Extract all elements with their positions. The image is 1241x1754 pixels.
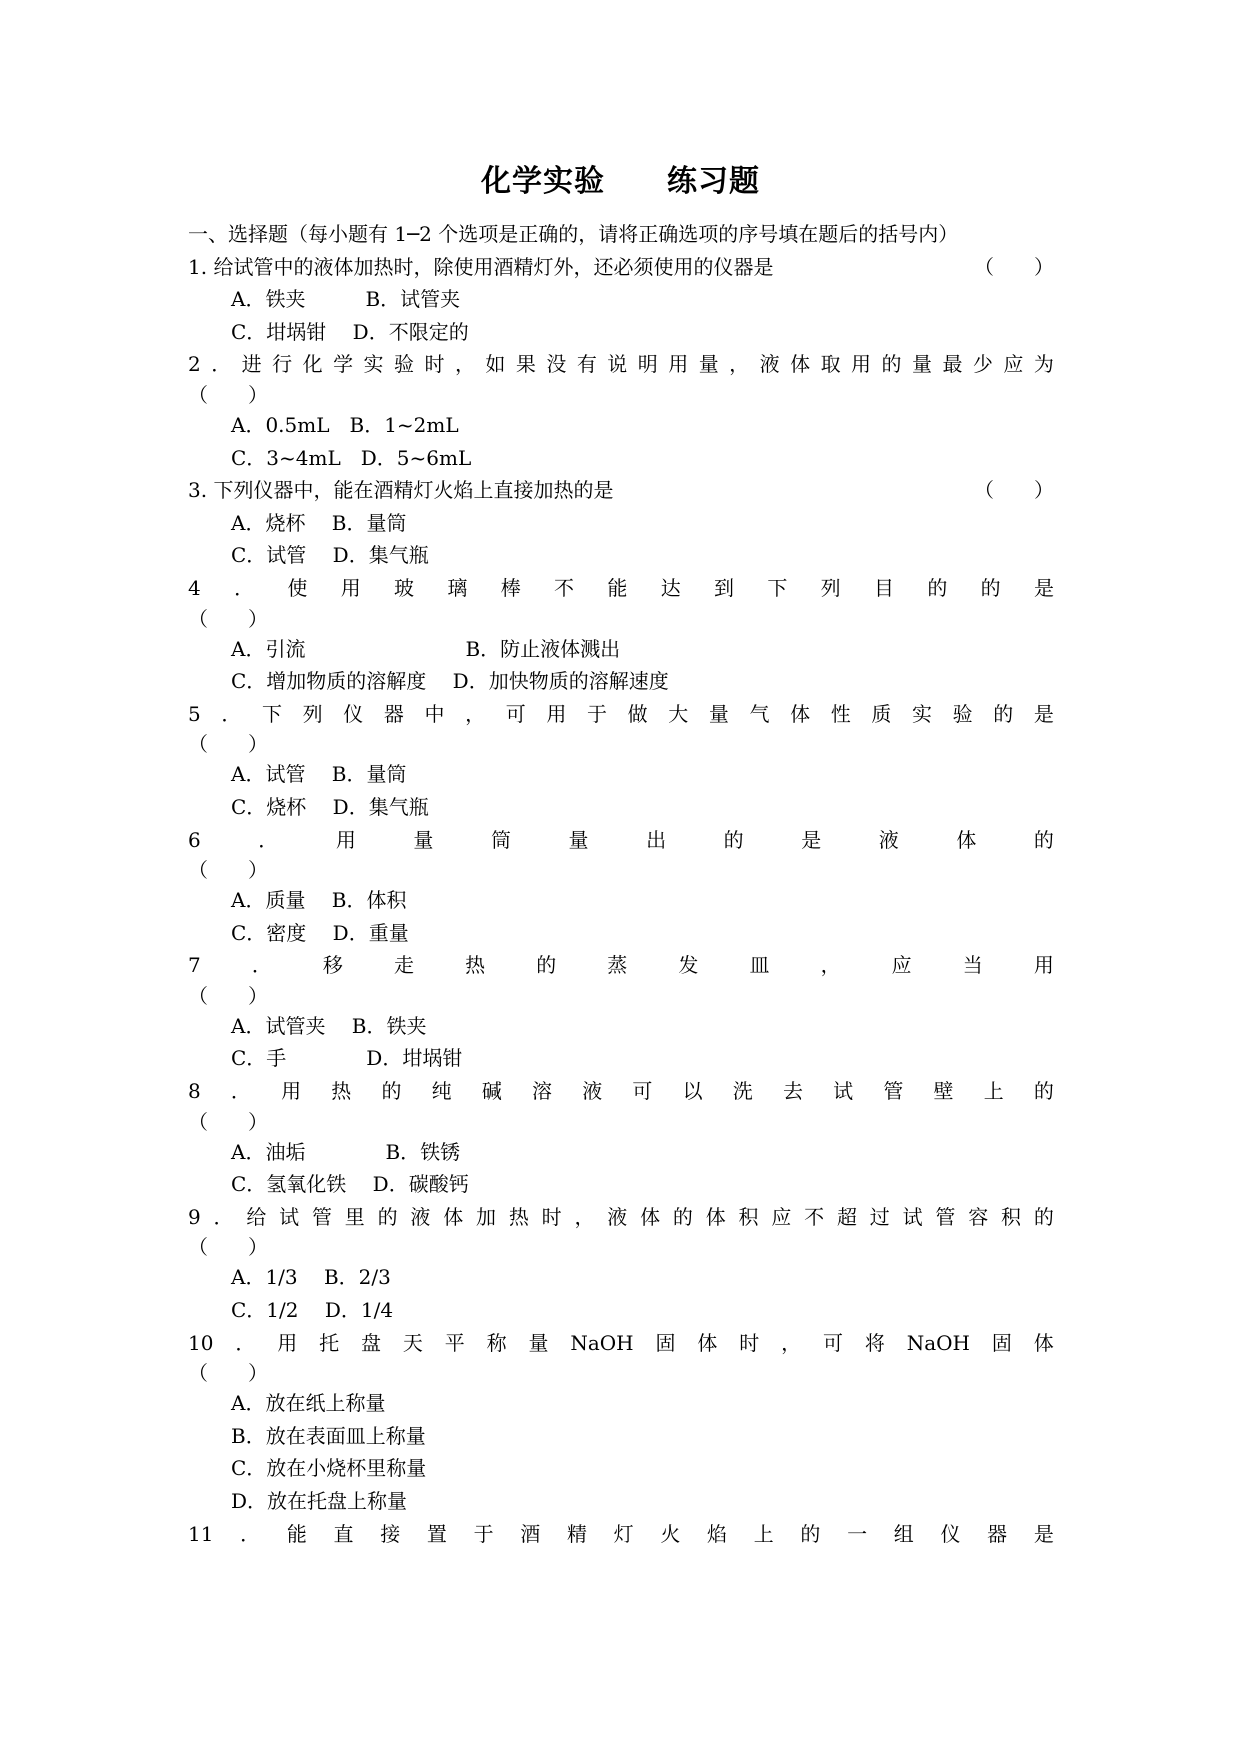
stem-char: ， bbox=[820, 953, 841, 978]
stem-char: 性 bbox=[830, 701, 851, 726]
stem-char: 的 bbox=[381, 1079, 402, 1104]
stem-char: ， bbox=[729, 352, 750, 377]
stem-char: 量 bbox=[911, 352, 932, 377]
stem-char: 皿 bbox=[749, 953, 770, 978]
stem-char: 的 bbox=[927, 575, 948, 600]
stem-char: ． bbox=[234, 575, 255, 600]
stem-char: 目 bbox=[874, 575, 894, 600]
stem-char: 液 bbox=[410, 1204, 431, 1229]
stem-char: 时 bbox=[541, 1204, 562, 1229]
stem-char: 体 bbox=[697, 1330, 718, 1355]
stem-char: 是 bbox=[1033, 575, 1054, 600]
stem-char: ． bbox=[230, 1079, 251, 1104]
stem-char: ， bbox=[781, 1330, 802, 1355]
stem-char: 时 bbox=[424, 352, 445, 377]
stem-char: 实 bbox=[911, 701, 932, 726]
stem-char: 4 bbox=[188, 575, 201, 600]
option-line: A．铁夹 B．试管夹 bbox=[231, 287, 461, 312]
section-heading: 一、选择题（每小题有 1─2 个选项是正确的，请将正确选项的序号填在题后的括号内） bbox=[188, 222, 959, 246]
stem-char: 10 bbox=[188, 1330, 214, 1355]
question-stem-justified bbox=[188, 824, 1054, 857]
stem-char: 6 bbox=[188, 827, 201, 852]
stem-char: 用 bbox=[851, 352, 872, 377]
stem-char: 盘 bbox=[360, 1330, 381, 1355]
stem-char: 应 bbox=[891, 953, 912, 978]
stem-char: 下 bbox=[767, 575, 788, 600]
stem-char: 下 bbox=[261, 701, 282, 726]
stem-char: 容 bbox=[968, 1204, 989, 1229]
answer-paren: （ ） bbox=[188, 1235, 268, 1260]
question-stem-justified bbox=[188, 949, 1054, 982]
stem-char: 中 bbox=[424, 701, 445, 726]
answer-paren: （ ） bbox=[188, 983, 268, 1008]
stem-char: 积 bbox=[738, 1204, 759, 1229]
stem-char: 筒 bbox=[490, 827, 511, 852]
answer-paren: （ ） bbox=[188, 858, 268, 883]
stem-char: 质 bbox=[871, 701, 892, 726]
stem-char: 以 bbox=[682, 1079, 703, 1104]
stem-char: ， bbox=[454, 352, 475, 377]
stem-char: NaOH bbox=[906, 1330, 970, 1355]
stem-char: 量 bbox=[528, 1330, 549, 1355]
stem-char: 天 bbox=[402, 1330, 423, 1355]
stem-char: 大 bbox=[668, 701, 689, 726]
stem-char: 仪 bbox=[940, 1521, 961, 1546]
stem-char: 可 bbox=[632, 1079, 653, 1104]
stem-char: 量 bbox=[413, 827, 434, 852]
option-line: D．放在托盘上称量 bbox=[231, 1489, 408, 1513]
stem-char: 上 bbox=[983, 1079, 1004, 1104]
stem-char: 灯 bbox=[613, 1521, 634, 1546]
option-line: A．0.5mL B．1~2mL bbox=[231, 412, 459, 437]
stem-char: 是 bbox=[1033, 1521, 1054, 1546]
stem-char: 管 bbox=[935, 1204, 956, 1229]
stem-char: 用 bbox=[668, 352, 689, 377]
stem-char: 器 bbox=[987, 1521, 1008, 1546]
stem-char: 的 bbox=[723, 827, 744, 852]
stem-char: 过 bbox=[869, 1204, 890, 1229]
stem-char: 5 bbox=[188, 701, 201, 726]
stem-char: 走 bbox=[394, 953, 415, 978]
stem-char: 称 bbox=[486, 1330, 507, 1355]
stem-char: 直 bbox=[333, 1521, 354, 1546]
question-stem-justified bbox=[188, 1201, 1054, 1234]
stem-char: 时 bbox=[739, 1330, 760, 1355]
stem-char: 说 bbox=[607, 352, 628, 377]
stem-char: 平 bbox=[444, 1330, 465, 1355]
stem-char: 11 bbox=[188, 1521, 214, 1546]
stem-char: 学 bbox=[333, 352, 354, 377]
stem-char: 是 bbox=[1033, 701, 1054, 726]
stem-char: 的 bbox=[1033, 827, 1054, 852]
stem-char: 使 bbox=[287, 575, 308, 600]
stem-char: ． bbox=[240, 1521, 261, 1546]
stem-char: 液 bbox=[878, 827, 899, 852]
stem-char: NaOH bbox=[570, 1330, 634, 1355]
stem-char: 液 bbox=[759, 352, 780, 377]
stem-char: 组 bbox=[893, 1521, 914, 1546]
stem-char: 的 bbox=[536, 953, 557, 978]
stem-char: 果 bbox=[515, 352, 536, 377]
stem-char: 量 bbox=[698, 352, 719, 377]
stem-char: 热 bbox=[465, 953, 486, 978]
stem-char: 应 bbox=[771, 1204, 792, 1229]
stem-char: 不 bbox=[804, 1204, 825, 1229]
option-line: A．1/3 B．2/3 bbox=[231, 1265, 391, 1290]
option-line: A．油垢 B．铁锈 bbox=[231, 1139, 461, 1164]
stem-char: 当 bbox=[962, 953, 983, 978]
stem-char: 壁 bbox=[933, 1079, 954, 1104]
question-stem-justified bbox=[188, 572, 1054, 605]
stem-char: 化 bbox=[302, 352, 323, 377]
stem-char: 精 bbox=[566, 1521, 587, 1546]
stem-char: 托 bbox=[319, 1330, 340, 1355]
option-line: B．放在表面皿上称量 bbox=[231, 1423, 426, 1448]
answer-paren: （ ） bbox=[188, 382, 268, 407]
stem-char: 溶 bbox=[532, 1079, 553, 1104]
option-line: A．烧杯 B．量筒 bbox=[231, 510, 407, 535]
stem-char: 9 bbox=[188, 1204, 201, 1229]
stem-char: 璃 bbox=[447, 575, 468, 600]
stem-char: 是 bbox=[801, 827, 822, 852]
answer-paren: （ ） bbox=[188, 1109, 268, 1134]
stem-char: 体 bbox=[705, 1204, 726, 1229]
stem-char: 洗 bbox=[732, 1079, 753, 1104]
option-line: A．试管 B．量筒 bbox=[231, 762, 407, 787]
stem-char: 用 bbox=[335, 827, 356, 852]
stem-char: 体 bbox=[956, 827, 977, 852]
stem-char: 不 bbox=[554, 575, 575, 600]
stem-char: 取 bbox=[820, 352, 841, 377]
stem-char: 的 bbox=[993, 701, 1014, 726]
question-stem-justified bbox=[188, 1518, 1054, 1551]
stem-char: 用 bbox=[281, 1079, 302, 1104]
stem-char: 给 bbox=[246, 1204, 267, 1229]
stem-char: 液 bbox=[607, 1204, 628, 1229]
exercise-content bbox=[188, 218, 1054, 1550]
option-line: C．3~4mL D．5~6mL bbox=[231, 445, 472, 470]
stem-char: ， bbox=[465, 701, 486, 726]
stem-char: 量 bbox=[568, 827, 589, 852]
stem-char: 积 bbox=[1001, 1204, 1022, 1229]
stem-char: 的 bbox=[980, 575, 1001, 600]
stem-char: 体 bbox=[640, 1204, 661, 1229]
stem-char: 管 bbox=[311, 1204, 332, 1229]
stem-char: 的 bbox=[1033, 1079, 1054, 1104]
stem-char: 如 bbox=[485, 352, 506, 377]
stem-char: 里 bbox=[344, 1204, 365, 1229]
answer-paren: （ ） bbox=[188, 732, 268, 757]
stem-char: 进 bbox=[241, 352, 262, 377]
option-line: C．放在小烧杯里称量 bbox=[231, 1456, 427, 1481]
option-line: C．1/2 D．1/4 bbox=[231, 1298, 394, 1323]
stem-char: 的 bbox=[881, 352, 902, 377]
stem-char: ． bbox=[258, 827, 279, 852]
stem-char: 碱 bbox=[481, 1079, 502, 1104]
stem-char: 一 bbox=[847, 1521, 868, 1546]
stem-char: 蒸 bbox=[607, 953, 628, 978]
stem-char: 固 bbox=[991, 1330, 1012, 1355]
stem-char: ． bbox=[221, 701, 242, 726]
stem-char: 达 bbox=[660, 575, 681, 600]
stem-char: 固 bbox=[655, 1330, 676, 1355]
stem-char: 可 bbox=[505, 701, 526, 726]
stem-char: 出 bbox=[646, 827, 667, 852]
stem-char: 验 bbox=[394, 352, 415, 377]
stem-char: 的 bbox=[377, 1204, 398, 1229]
stem-char: 应 bbox=[1003, 352, 1024, 377]
stem-char: ． bbox=[213, 1204, 234, 1229]
stem-char: 热 bbox=[508, 1204, 529, 1229]
stem-char: 的 bbox=[672, 1204, 693, 1229]
option-line: C．试管 D．集气瓶 bbox=[231, 543, 429, 568]
question-stem: 3. 下列仪器中，能在酒精灯火焰上直接加热的是 （ ） bbox=[188, 474, 1054, 507]
question-stem: 1. 给试管中的液体加热时，除使用酒精灯外，还必须使用的仪器是 （ ） bbox=[188, 251, 1054, 284]
option-line: C．增加物质的溶解度 D．加快物质的溶解速度 bbox=[231, 669, 669, 694]
stem-char: 少 bbox=[972, 352, 993, 377]
stem-char: 验 bbox=[952, 701, 973, 726]
stem-char: 于 bbox=[473, 1521, 494, 1546]
stem-char: 体 bbox=[443, 1204, 464, 1229]
stem-char: 器 bbox=[383, 701, 404, 726]
stem-char: 接 bbox=[380, 1521, 401, 1546]
stem-char: 热 bbox=[331, 1079, 352, 1104]
option-line: A．质量 B．体积 bbox=[231, 888, 407, 913]
stem-char: 管 bbox=[883, 1079, 904, 1104]
option-line: A．放在纸上称量 bbox=[231, 1391, 386, 1416]
stem-char: 做 bbox=[627, 701, 648, 726]
stem-char: 玻 bbox=[394, 575, 415, 600]
stem-char: 2 bbox=[188, 352, 201, 377]
stem-char: 去 bbox=[782, 1079, 803, 1104]
option-line: A．试管夹 B．铁夹 bbox=[231, 1013, 427, 1038]
option-line: C．氢氧化铁 D．碳酸钙 bbox=[231, 1172, 469, 1197]
stem-char: 用 bbox=[546, 701, 567, 726]
option-line: C．密度 D．重量 bbox=[231, 920, 409, 945]
stem-char: 行 bbox=[272, 352, 293, 377]
stem-char: 的 bbox=[1033, 1204, 1054, 1229]
stem-char: 体 bbox=[1033, 1330, 1054, 1355]
stem-char: 为 bbox=[1033, 352, 1054, 377]
answer-paren: （ ） bbox=[188, 1361, 268, 1386]
stem-char: 实 bbox=[363, 352, 384, 377]
stem-char: 能 bbox=[286, 1521, 307, 1546]
stem-char: 8 bbox=[188, 1079, 201, 1104]
option-line: C．烧杯 D．集气瓶 bbox=[231, 794, 429, 819]
stem-char: 用 bbox=[340, 575, 361, 600]
stem-char: 于 bbox=[586, 701, 607, 726]
stem-char: 最 bbox=[942, 352, 963, 377]
stem-char: 仪 bbox=[343, 701, 364, 726]
stem-char: ． bbox=[235, 1330, 256, 1355]
stem-char: 到 bbox=[714, 575, 735, 600]
question-stem-justified bbox=[188, 348, 1054, 381]
page-title: 化学实验 练习题 bbox=[481, 164, 760, 199]
stem-char: 列 bbox=[820, 575, 841, 600]
stem-char: 移 bbox=[322, 953, 343, 978]
stem-char: 酒 bbox=[520, 1521, 541, 1546]
stem-char: 液 bbox=[582, 1079, 603, 1104]
stem-char: 火 bbox=[660, 1521, 681, 1546]
question-stem-justified bbox=[188, 1075, 1054, 1108]
stem-char: 明 bbox=[637, 352, 658, 377]
stem-char: 将 bbox=[864, 1330, 885, 1355]
stem-char: 加 bbox=[476, 1204, 497, 1229]
stem-char: 量 bbox=[708, 701, 729, 726]
answer-paren: （ ） bbox=[188, 606, 268, 631]
stem-char: 棒 bbox=[500, 575, 521, 600]
stem-char: 上 bbox=[753, 1521, 774, 1546]
stem-char: ． bbox=[251, 953, 272, 978]
stem-char: 试 bbox=[279, 1204, 300, 1229]
stem-char: 试 bbox=[902, 1204, 923, 1229]
option-line: A．引流 B．防止液体溅出 bbox=[231, 636, 621, 661]
stem-char: 有 bbox=[576, 352, 597, 377]
option-line: C．坩埚钳 D．不限定的 bbox=[231, 319, 469, 344]
stem-char: 列 bbox=[302, 701, 323, 726]
stem-char: 气 bbox=[749, 701, 770, 726]
stem-char: 没 bbox=[546, 352, 567, 377]
stem-char: 焰 bbox=[707, 1521, 728, 1546]
stem-char: 体 bbox=[790, 352, 811, 377]
stem-char: 7 bbox=[188, 953, 201, 978]
answer-paren: （ ） bbox=[974, 478, 1054, 503]
stem-char: 试 bbox=[833, 1079, 854, 1104]
question-stem-justified bbox=[188, 698, 1054, 731]
option-line: C．手 D．坩埚钳 bbox=[231, 1046, 463, 1071]
stem-char: 用 bbox=[1033, 953, 1054, 978]
stem-char: 用 bbox=[277, 1330, 298, 1355]
stem-char: 的 bbox=[800, 1521, 821, 1546]
stem-char: 体 bbox=[790, 701, 811, 726]
stem-char: 可 bbox=[822, 1330, 843, 1355]
answer-paren: （ ） bbox=[974, 254, 1054, 279]
stem-char: 能 bbox=[607, 575, 628, 600]
question-stem-justified bbox=[188, 1327, 1054, 1360]
stem-char: 置 bbox=[426, 1521, 447, 1546]
stem-char: ， bbox=[574, 1204, 595, 1229]
stem-char: 超 bbox=[836, 1204, 857, 1229]
stem-char: ． bbox=[211, 352, 232, 377]
stem-char: 发 bbox=[678, 953, 699, 978]
stem-char: 纯 bbox=[431, 1079, 452, 1104]
